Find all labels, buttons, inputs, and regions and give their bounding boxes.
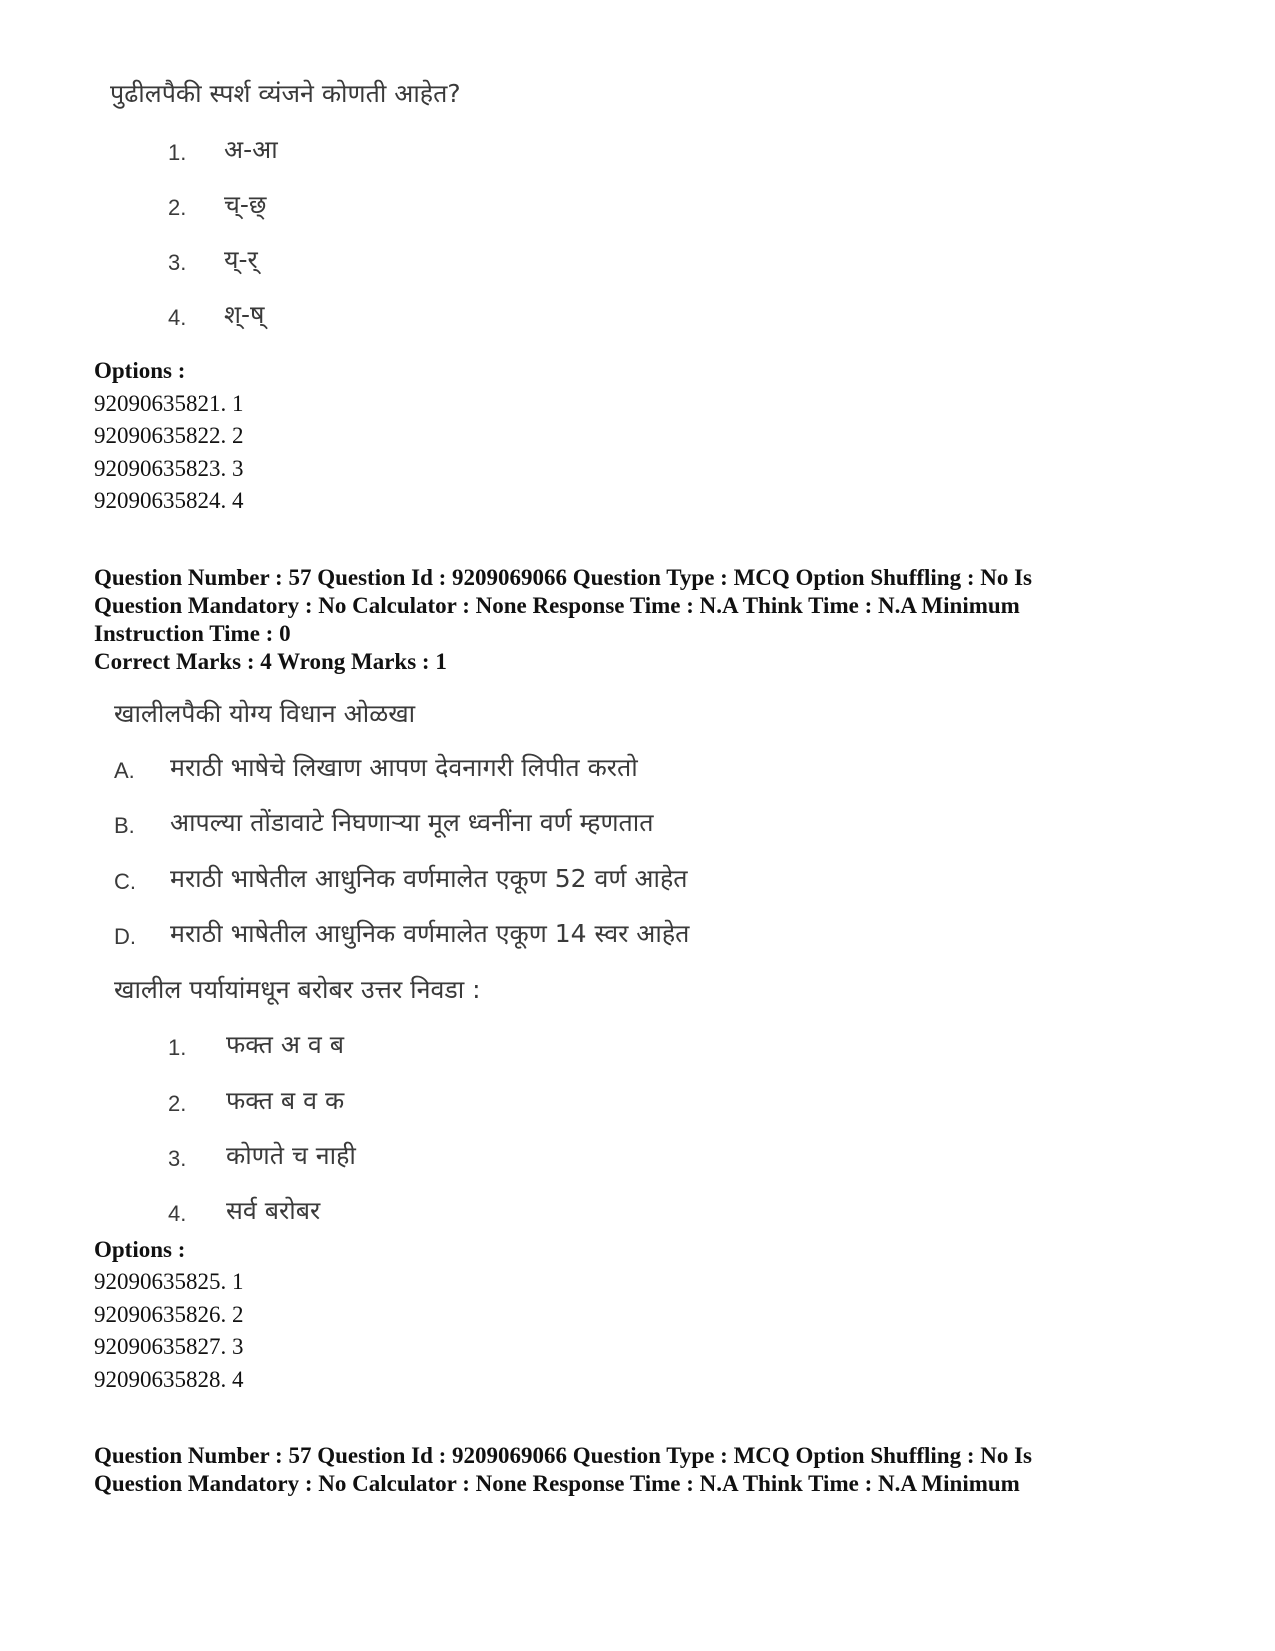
option-line: 92090635823. 3: [94, 456, 244, 481]
statement-text: मराठी भाषेतील आधुनिक वर्णमालेत एकूण 14 स्वर आहेत: [170, 919, 690, 948]
choice-number: 3.: [168, 250, 187, 275]
option-line: 92090635824. 4: [94, 488, 244, 513]
choice-number: 4.: [168, 305, 187, 330]
option-line: 92090635828. 4: [94, 1367, 244, 1392]
option-line: 92090635821. 1: [94, 391, 244, 416]
choice-text: च्-छ्: [224, 190, 267, 219]
question-meta-line: Question Mandatory : No Calculator : None Response Time : N.A Think Time : N.A Minimum: [94, 1471, 1020, 1496]
question-meta: [94, 1442, 1204, 1498]
choice-text: फक्त अ व ब: [226, 1030, 345, 1059]
option-line: 92090635825. 1: [94, 1269, 244, 1294]
statement-letter: C.: [114, 869, 136, 894]
question-meta-line: Instruction Time : 0: [94, 621, 291, 646]
question-meta-line: Question Number : 57 Question Id : 9209069066 Question Type : MCQ Option Shuffling : No Is: [94, 565, 1033, 590]
options-label: Options :: [94, 1237, 186, 1262]
choice-number: 1.: [168, 1035, 187, 1060]
statement-text: मराठी भाषेचे लिखाण आपण देवनागरी लिपीत करतो: [170, 753, 638, 782]
choice-text: अ-आ: [224, 135, 278, 164]
choice-number: 1.: [168, 140, 187, 165]
statement-text: मराठी भाषेतील आधुनिक वर्णमालेत एकूण 52 वर्ण आहेत: [170, 864, 688, 893]
statement-text: आपल्या तोंडावाटे निघणाऱ्या मूल ध्वनींना वर्ण म्हणतात: [170, 808, 654, 837]
question-meta: [94, 564, 1204, 648]
choice-text: सर्व बरोबर: [226, 1196, 321, 1225]
question-text: पुढीलपैकी स्पर्श व्यंजने कोणती आहेत?: [110, 79, 461, 108]
choice-number: 4.: [168, 1201, 187, 1226]
choice-text: फक्त ब व क: [226, 1086, 345, 1115]
option-line: 92090635827. 3: [94, 1334, 244, 1359]
choice-text: य्-र्: [224, 245, 258, 274]
choice-number: 3.: [168, 1146, 187, 1171]
choice-number: 2.: [168, 195, 187, 220]
statement-letter: B.: [114, 813, 135, 838]
statement-letter: A.: [114, 758, 135, 783]
option-line: 92090635822. 2: [94, 423, 244, 448]
question-meta-line: Question Mandatory : No Calculator : None Response Time : N.A Think Time : N.A Minimum: [94, 593, 1020, 618]
choice-number: 2.: [168, 1091, 187, 1116]
marks-info: Correct Marks : 4 Wrong Marks : 1: [94, 649, 447, 674]
choice-text: कोणते च नाही: [226, 1141, 356, 1170]
option-line: 92090635826. 2: [94, 1302, 244, 1327]
options-label: Options :: [94, 358, 186, 383]
question-text: खालीलपैकी योग्य विधान ओळखा: [114, 699, 416, 728]
question-meta-line: Question Number : 57 Question Id : 9209069066 Question Type : MCQ Option Shuffling : No Is: [94, 1443, 1033, 1468]
question-prompt: खालील पर्यायांमधून बरोबर उत्तर निवडा :: [114, 975, 481, 1004]
statement-letter: D.: [114, 924, 136, 949]
choice-text: श्-ष्: [224, 300, 265, 329]
